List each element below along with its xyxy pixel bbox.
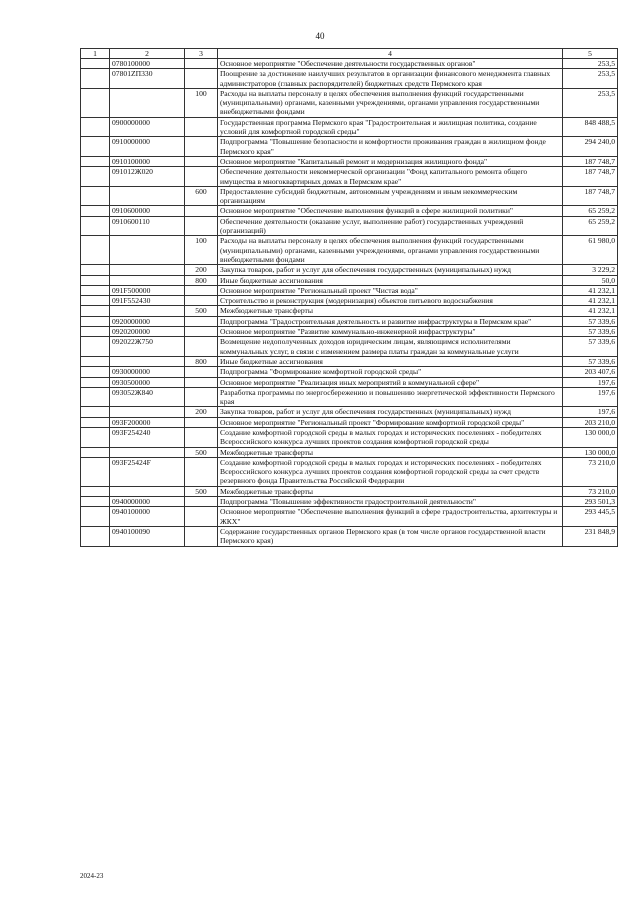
row-col-1: [81, 275, 110, 285]
row-col-1: [81, 167, 110, 187]
row-col-1: [81, 486, 110, 496]
row-col-1: [81, 507, 110, 527]
row-col-1: [81, 306, 110, 316]
row-amount: 57 339,6: [563, 327, 618, 337]
row-expense-type: [185, 69, 218, 89]
row-amount: 848 488,5: [563, 117, 618, 137]
row-name: Основное мероприятие "Капитальный ремонт и модернизация жилищного фонда": [218, 156, 563, 166]
row-name: Создание комфортной городской среды в малых городах и исторических поселениях - победителях Всероссийского конкурса лучших проектов создания комфортной городской среды за счет средств резервного фонда Правительства Российской Федерации: [218, 457, 563, 486]
row-expense-type: [185, 377, 218, 387]
row-name: Подпрограмма "Формирование комфортной городской среды": [218, 367, 563, 377]
row-expense-type: [185, 526, 218, 546]
row-amount: 293 501,3: [563, 497, 618, 507]
row-col-1: [81, 236, 110, 265]
row-code: 091012Ж020: [110, 167, 185, 187]
row-expense-type: 200: [185, 407, 218, 417]
table-row: [81, 265, 618, 275]
row-code: 0900000000: [110, 117, 185, 137]
row-name: Межбюджетные трансферты: [218, 447, 563, 457]
row-expense-type: [185, 117, 218, 137]
table-row: [81, 327, 618, 337]
row-expense-type: 200: [185, 265, 218, 275]
row-amount: 253,5: [563, 59, 618, 69]
row-code: 093052Ж840: [110, 387, 185, 407]
table-row: [81, 337, 618, 357]
row-expense-type: [185, 507, 218, 527]
table-row: [81, 206, 618, 216]
table-row: [81, 69, 618, 89]
row-col-1: [81, 88, 110, 117]
row-name: Подпрограмма "Градостроительная деятельность и развитие инфраструктуры в Пермском крае": [218, 316, 563, 326]
row-expense-type: [185, 316, 218, 326]
row-expense-type: [185, 367, 218, 377]
budget-table: [80, 48, 618, 547]
row-name: Расходы на выплаты персоналу в целях обеспечения выполнения функций государственными (муниципальными) органами, казенными учреждениями, органами управления государственными внебюджетными фондами: [218, 88, 563, 117]
row-name: Межбюджетные трансферты: [218, 306, 563, 316]
row-expense-type: 500: [185, 486, 218, 496]
row-name: Государственная программа Пермского края "Градостроительная и жилищная политика, создание условий для комфортной городской среды": [218, 117, 563, 137]
header-col-5: 5: [563, 49, 618, 59]
row-expense-type: 800: [185, 356, 218, 366]
row-col-1: [81, 137, 110, 157]
row-amount: 50,0: [563, 275, 618, 285]
table-row: [81, 427, 618, 447]
row-expense-type: [185, 427, 218, 447]
row-amount: 197,6: [563, 407, 618, 417]
table-row: [81, 377, 618, 387]
row-col-1: [81, 186, 110, 206]
table-row: [81, 59, 618, 69]
row-amount: 73 210,0: [563, 486, 618, 496]
row-code: [110, 306, 185, 316]
row-expense-type: 100: [185, 88, 218, 117]
row-name: Обеспечение деятельности (оказание услуг, выполнение работ) государственных учреждений (организаций): [218, 216, 563, 236]
row-name: Основное мероприятие "Развитие коммунально-инженерной инфраструктуры": [218, 327, 563, 337]
row-code: 07801ZП330: [110, 69, 185, 89]
footer-code: 2024-23: [80, 872, 104, 880]
header-col-3: 3: [185, 49, 218, 59]
row-code: [110, 486, 185, 496]
header-col-1: 1: [81, 49, 110, 59]
row-name: Закупка товаров, работ и услуг для обеспечения государственных (муниципальных) нужд: [218, 265, 563, 275]
table-row: [81, 236, 618, 265]
header-col-2: 2: [110, 49, 185, 59]
row-name: Возмещение недополученных доходов юридическим лицам, являющимся исполнителями коммунальных услуг, в связи с изменением размера платы граждан за коммунальные услуги: [218, 337, 563, 357]
row-name: Основное мероприятие "Обеспечение выполнения функций в сфере жилищной политики": [218, 206, 563, 216]
row-col-1: [81, 337, 110, 357]
row-code: 0780100000: [110, 59, 185, 69]
row-code: [110, 88, 185, 117]
row-name: Основное мероприятие "Реализация иных мероприятий в коммунальной сфере": [218, 377, 563, 387]
row-amount: 294 240,0: [563, 137, 618, 157]
row-code: 093F25424F: [110, 457, 185, 486]
row-expense-type: [185, 206, 218, 216]
row-code: 091F500000: [110, 285, 185, 295]
row-amount: 187 748,7: [563, 167, 618, 187]
row-name: Разработка программы по энергосбережению и повышению энергетической эффективности Пермского края: [218, 387, 563, 407]
row-expense-type: [185, 296, 218, 306]
table-header-row: [81, 49, 618, 59]
row-amount: 187 748,7: [563, 156, 618, 166]
row-amount: 65 259,2: [563, 216, 618, 236]
table-row: [81, 447, 618, 457]
row-code: [110, 356, 185, 366]
row-code: 0910600000: [110, 206, 185, 216]
row-col-1: [81, 377, 110, 387]
row-expense-type: 800: [185, 275, 218, 285]
row-expense-type: [185, 156, 218, 166]
table-row: [81, 186, 618, 206]
row-name: Создание комфортной городской среды в малых городах и исторических поселениях - победителях Всероссийского конкурса лучших проектов создания комфортной городской среды: [218, 427, 563, 447]
row-expense-type: [185, 167, 218, 187]
row-name: Основное мероприятие "Обеспечение деятельности государственных органов": [218, 59, 563, 69]
table-row: [81, 285, 618, 295]
row-col-1: [81, 387, 110, 407]
table-row: [81, 407, 618, 417]
row-col-1: [81, 356, 110, 366]
row-name: Строительство и реконструкция (модернизация) объектов питьевого водоснабжения: [218, 296, 563, 306]
row-name: Обеспечение деятельности некоммерческой организации "Фонд капитального ремонта общего имущества в многоквартирных домах в Пермском крае": [218, 167, 563, 187]
table-row: [81, 417, 618, 427]
row-amount: 293 445,5: [563, 507, 618, 527]
row-col-1: [81, 69, 110, 89]
table-row: [81, 156, 618, 166]
row-amount: 41 232,1: [563, 296, 618, 306]
row-col-1: [81, 417, 110, 427]
row-amount: 187 748,7: [563, 186, 618, 206]
row-code: 0940000000: [110, 497, 185, 507]
row-name: Межбюджетные трансферты: [218, 486, 563, 496]
row-code: [110, 407, 185, 417]
row-amount: 253,5: [563, 69, 618, 89]
row-name: Предоставление субсидий бюджетным, автономным учреждениям и иным некоммерческим организациям: [218, 186, 563, 206]
row-name: Содержание государственных органов Пермского края (в том числе органов государственной власти Пермского края): [218, 526, 563, 546]
row-col-1: [81, 216, 110, 236]
table-row: [81, 497, 618, 507]
row-name: Иные бюджетные ассигнования: [218, 356, 563, 366]
table-row: [81, 167, 618, 187]
row-col-1: [81, 206, 110, 216]
row-code: [110, 265, 185, 275]
row-col-1: [81, 265, 110, 275]
row-code: 0920200000: [110, 327, 185, 337]
row-amount: 41 232,1: [563, 306, 618, 316]
row-amount: 231 848,9: [563, 526, 618, 546]
table-row: [81, 296, 618, 306]
row-amount: 197,6: [563, 377, 618, 387]
row-col-1: [81, 427, 110, 447]
row-amount: 203 210,0: [563, 417, 618, 427]
table-row: [81, 457, 618, 486]
row-name: Основное мероприятие "Обеспечение выполнения функций в сфере градостроительства, архитектуры и ЖКХ": [218, 507, 563, 527]
row-code: [110, 186, 185, 206]
row-amount: 41 232,1: [563, 285, 618, 295]
table-row: [81, 486, 618, 496]
row-name: Иные бюджетные ассигнования: [218, 275, 563, 285]
row-expense-type: [185, 285, 218, 295]
row-expense-type: 500: [185, 306, 218, 316]
row-amount: 3 229,2: [563, 265, 618, 275]
table-row: [81, 216, 618, 236]
table-row: [81, 367, 618, 377]
row-col-1: [81, 447, 110, 457]
row-amount: 197,6: [563, 387, 618, 407]
row-col-1: [81, 59, 110, 69]
table-row: [81, 88, 618, 117]
table-row: [81, 117, 618, 137]
row-col-1: [81, 327, 110, 337]
row-col-1: [81, 526, 110, 546]
row-amount: 253,5: [563, 88, 618, 117]
row-name: Расходы на выплаты персоналу в целях обеспечения выполнения функций государственными (муниципальными) органами, казенными учреждениями, органами управления государственными внебюджетными фондами: [218, 236, 563, 265]
row-expense-type: [185, 327, 218, 337]
row-amount: 130 000,0: [563, 427, 618, 447]
row-name: Основное мероприятие "Региональный проект "Формирование комфортной городской среды": [218, 417, 563, 427]
row-amount: 57 339,6: [563, 337, 618, 357]
table-row: [81, 316, 618, 326]
row-code: [110, 275, 185, 285]
row-col-1: [81, 497, 110, 507]
row-code: 0940100090: [110, 526, 185, 546]
row-col-1: [81, 285, 110, 295]
table-row: [81, 137, 618, 157]
row-col-1: [81, 457, 110, 486]
row-amount: 203 407,6: [563, 367, 618, 377]
row-name: Закупка товаров, работ и услуг для обеспечения государственных (муниципальных) нужд: [218, 407, 563, 417]
row-amount: 57 339,6: [563, 316, 618, 326]
row-code: 0930000000: [110, 367, 185, 377]
row-amount: 61 980,0: [563, 236, 618, 265]
row-code: 0910600110: [110, 216, 185, 236]
row-expense-type: [185, 337, 218, 357]
row-expense-type: [185, 387, 218, 407]
table-row: [81, 356, 618, 366]
row-expense-type: [185, 457, 218, 486]
table-row: [81, 306, 618, 316]
row-amount: 65 259,2: [563, 206, 618, 216]
row-expense-type: [185, 59, 218, 69]
page-number: 40: [315, 31, 325, 41]
row-expense-type: [185, 216, 218, 236]
row-expense-type: 500: [185, 447, 218, 457]
row-amount: 73 210,0: [563, 457, 618, 486]
row-amount: 130 000,0: [563, 447, 618, 457]
row-expense-type: 600: [185, 186, 218, 206]
row-code: 0910000000: [110, 137, 185, 157]
row-name: Подпрограмма "Повышение эффективности градостроительной деятельности": [218, 497, 563, 507]
row-col-1: [81, 156, 110, 166]
table-row: [81, 387, 618, 407]
row-expense-type: 100: [185, 236, 218, 265]
row-code: 093F200000: [110, 417, 185, 427]
row-code: 0930500000: [110, 377, 185, 387]
row-code: 093F254240: [110, 427, 185, 447]
table-row: [81, 507, 618, 527]
row-col-1: [81, 407, 110, 417]
row-expense-type: [185, 137, 218, 157]
table-row: [81, 275, 618, 285]
row-name: Основное мероприятие "Региональный проект "Чистая вода": [218, 285, 563, 295]
row-code: [110, 447, 185, 457]
row-code: 092022Ж750: [110, 337, 185, 357]
row-code: [110, 236, 185, 265]
row-code: 0920000000: [110, 316, 185, 326]
row-col-1: [81, 316, 110, 326]
row-expense-type: [185, 417, 218, 427]
row-name: Подпрограмма "Повышение безопасности и комфортности проживания граждан в жилищном фонде Пермского края": [218, 137, 563, 157]
row-code: 0940100000: [110, 507, 185, 527]
row-expense-type: [185, 497, 218, 507]
row-code: 0910100000: [110, 156, 185, 166]
table-row: [81, 526, 618, 546]
row-amount: 57 339,6: [563, 356, 618, 366]
row-col-1: [81, 117, 110, 137]
row-col-1: [81, 367, 110, 377]
row-col-1: [81, 296, 110, 306]
header-col-4: 4: [218, 49, 563, 59]
row-code: 091F552430: [110, 296, 185, 306]
row-name: Поощрение за достижение наилучших результатов в организации финансового менеджмента главных администраторов (главных распорядителей) бюджетных средств Пермского края: [218, 69, 563, 89]
